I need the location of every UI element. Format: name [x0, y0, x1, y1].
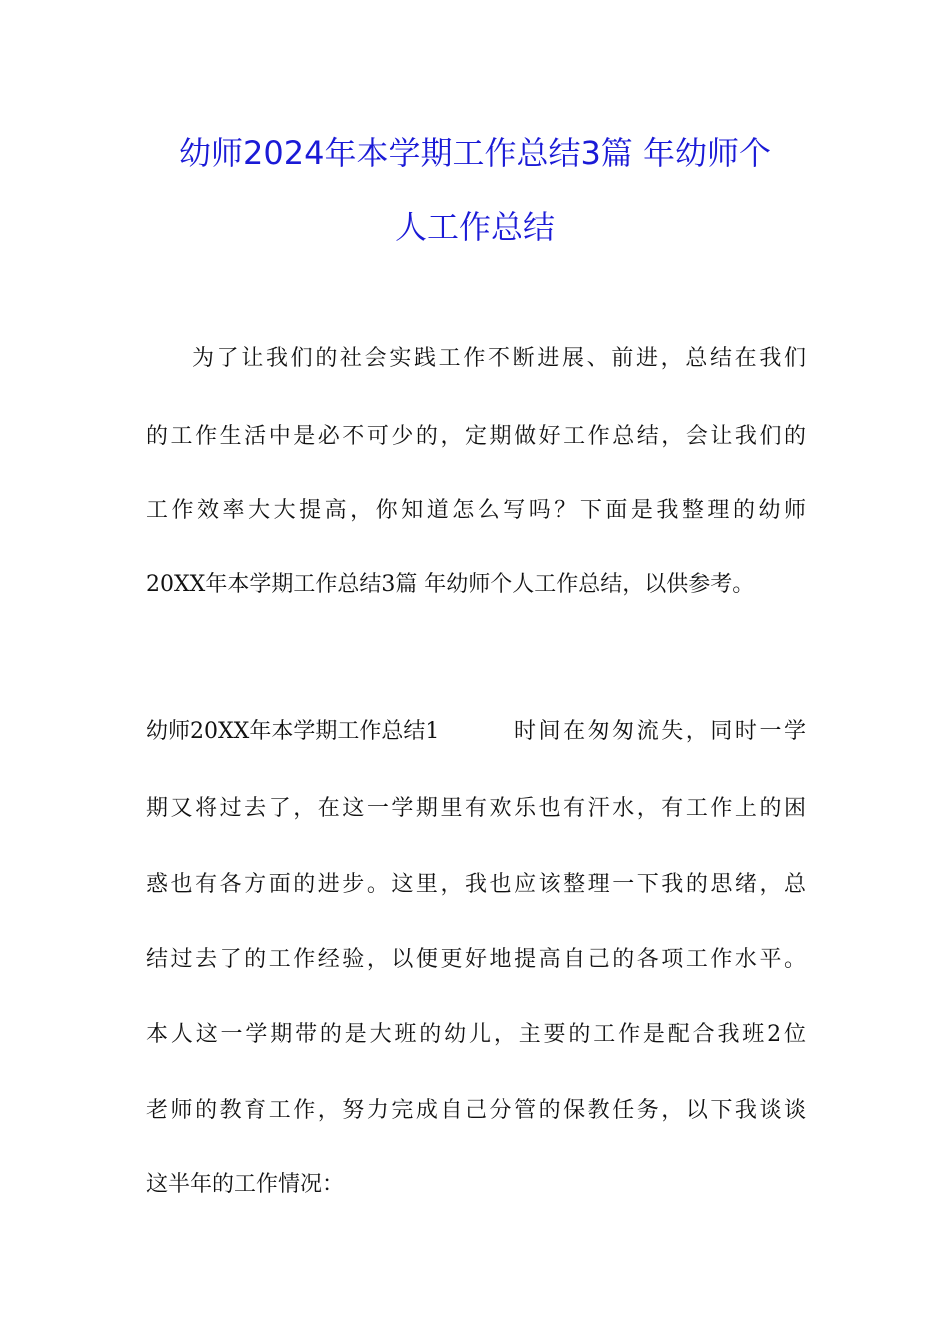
intro-line-2: 的工作生活中是必不可少的，定期做好工作总结，会让我们的	[146, 424, 806, 449]
section1-line-2: 期又将过去了，在这一学期里有欢乐也有汗水，有工作上的困	[146, 796, 806, 821]
section1-line-3: 惑也有各方面的进步。这里，我也应该整理一下我的思绪，总	[146, 872, 806, 897]
document-title-line-1: 幼师2024年本学期工作总结3篇 年幼师个	[179, 134, 771, 172]
intro-line-4: 20XX年本学期工作总结3篇 年幼师个人工作总结，以供参考。	[146, 572, 755, 597]
document-title-line-2: 人工作总结	[394, 208, 555, 246]
section1-line-7: 这半年的工作情况：	[146, 1172, 345, 1197]
section1-line-5: 本人这一学期带的是大班的幼儿，主要的工作是配合我班2位	[146, 1022, 806, 1047]
intro-line-1: 为了让我们的社会实践工作不断进展、前进，总结在我们	[192, 346, 806, 371]
section1-line-6: 老师的教育工作，努力完成自己分管的保教任务，以下我谈谈	[146, 1098, 806, 1123]
section1-heading: 幼师20XX年本学期工作总结1	[146, 719, 440, 744]
section1-line-4: 结过去了的工作经验，以便更好地提高自己的各项工作水平。	[146, 947, 806, 972]
section1-first-line: 时间在匆匆流失，同时一学	[514, 719, 806, 744]
intro-line-3: 工作效率大大提高，你知道怎么写吗？下面是我整理的幼师	[146, 498, 806, 523]
